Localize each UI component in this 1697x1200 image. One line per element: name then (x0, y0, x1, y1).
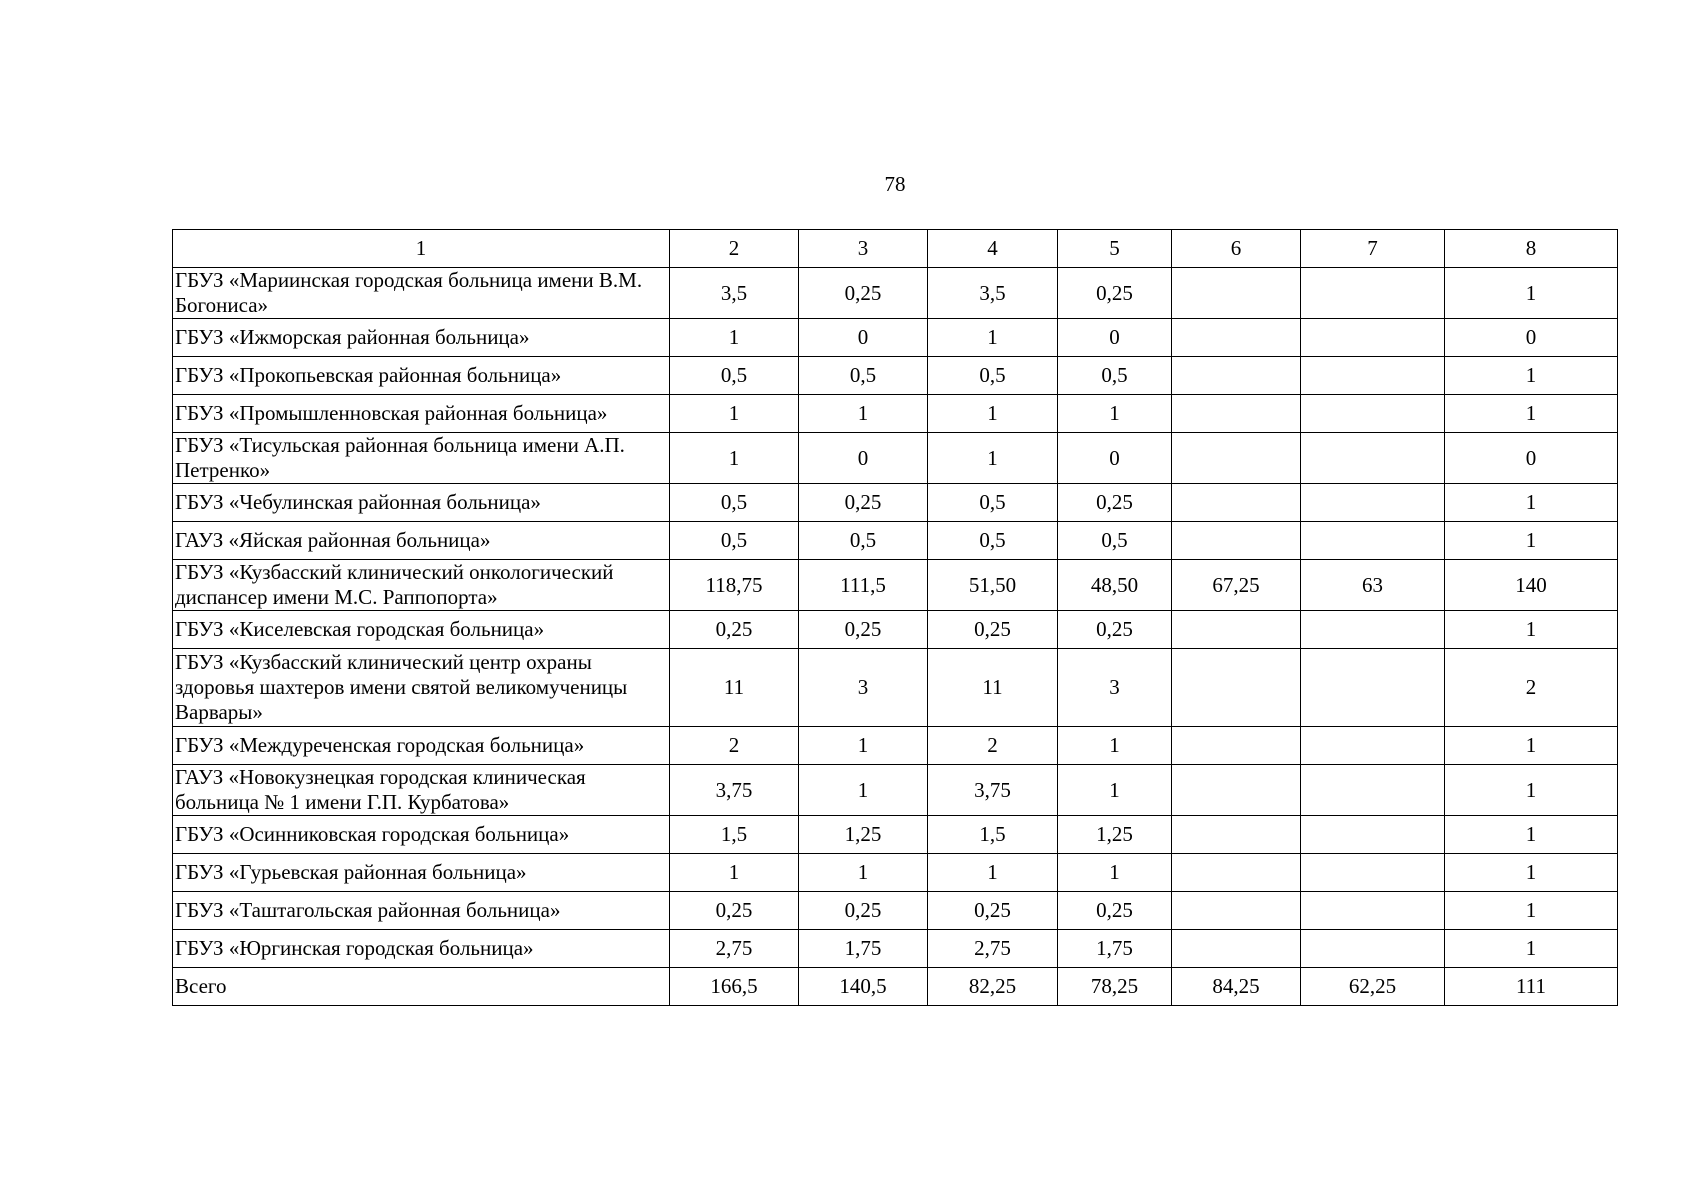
value-cell: 1,25 (1058, 816, 1172, 854)
value-cell: 1 (1445, 727, 1618, 765)
table-header-row (173, 230, 1618, 268)
value-cell (1172, 357, 1301, 395)
value-cell (1172, 268, 1301, 319)
value-cell: 3,75 (670, 765, 799, 816)
value-cell: 1 (1445, 268, 1618, 319)
header-cell: 4 (928, 230, 1058, 268)
value-cell: 166,5 (670, 968, 799, 1006)
value-cell: 2 (928, 727, 1058, 765)
table-row (173, 892, 1618, 930)
value-cell: 1 (928, 854, 1058, 892)
table-row (173, 930, 1618, 968)
value-cell: 0,5 (928, 484, 1058, 522)
value-cell (1172, 484, 1301, 522)
institution-name-cell: ГАУЗ «Яйская районная больница» (173, 522, 670, 560)
value-cell: 111,5 (799, 560, 928, 611)
value-cell: 0,25 (928, 611, 1058, 649)
institution-name-cell: ГБУЗ «Гурьевская районная больница» (173, 854, 670, 892)
value-cell: 0,5 (670, 522, 799, 560)
value-cell: 1 (799, 854, 928, 892)
value-cell: 0,5 (1058, 522, 1172, 560)
institution-name-cell: ГБУЗ «Прокопьевская районная больница» (173, 357, 670, 395)
table-row (173, 319, 1618, 357)
value-cell: 0,5 (799, 357, 928, 395)
value-cell: 1 (1445, 816, 1618, 854)
value-cell: 1 (670, 319, 799, 357)
value-cell: 1 (1058, 854, 1172, 892)
value-cell: 118,75 (670, 560, 799, 611)
value-cell: 1 (670, 854, 799, 892)
header-cell: 2 (670, 230, 799, 268)
value-cell: 3,5 (670, 268, 799, 319)
value-cell: 2 (1445, 649, 1618, 727)
value-cell: 1 (670, 395, 799, 433)
value-cell: 0 (1058, 433, 1172, 484)
institution-name-cell: ГБУЗ «Промышленновская районная больница» (173, 395, 670, 433)
value-cell: 0,5 (1058, 357, 1172, 395)
value-cell: 0,25 (1058, 484, 1172, 522)
value-cell: 0,25 (1058, 268, 1172, 319)
value-cell: 1,75 (1058, 930, 1172, 968)
institution-name-cell: ГБУЗ «Кузбасский клинический центр охраны здоровья шахтеров имени святой великомученицы Варвары» (173, 649, 670, 727)
value-cell: 0 (799, 319, 928, 357)
value-cell (1301, 611, 1445, 649)
value-cell: 1 (1058, 727, 1172, 765)
value-cell: 0 (1445, 319, 1618, 357)
table-row (173, 727, 1618, 765)
value-cell: 84,25 (1172, 968, 1301, 1006)
value-cell: 111 (1445, 968, 1618, 1006)
value-cell: 1 (670, 433, 799, 484)
value-cell: 1 (1445, 484, 1618, 522)
value-cell (1172, 765, 1301, 816)
table-row (173, 268, 1618, 319)
value-cell (1301, 395, 1445, 433)
value-cell: 0,5 (670, 484, 799, 522)
value-cell: 0,5 (799, 522, 928, 560)
value-cell (1301, 930, 1445, 968)
data-table (172, 229, 1618, 1006)
value-cell (1301, 649, 1445, 727)
value-cell (1172, 816, 1301, 854)
value-cell: 0 (799, 433, 928, 484)
institution-name-cell: ГБУЗ «Таштагольская районная больница» (173, 892, 670, 930)
institution-name-cell: ГБУЗ «Осинниковская городская больница» (173, 816, 670, 854)
value-cell: 1,5 (928, 816, 1058, 854)
value-cell: 1 (799, 765, 928, 816)
value-cell: 1 (1445, 854, 1618, 892)
institution-name-cell: ГБУЗ «Ижморская районная больница» (173, 319, 670, 357)
value-cell (1172, 930, 1301, 968)
table-row (173, 395, 1618, 433)
value-cell (1172, 649, 1301, 727)
value-cell: 1 (1058, 765, 1172, 816)
table-row (173, 560, 1618, 611)
value-cell: 3,75 (928, 765, 1058, 816)
header-cell: 8 (1445, 230, 1618, 268)
value-cell (1172, 395, 1301, 433)
value-cell: 3 (799, 649, 928, 727)
value-cell: 1 (928, 395, 1058, 433)
value-cell: 63 (1301, 560, 1445, 611)
table-row (173, 649, 1618, 727)
value-cell: 3,5 (928, 268, 1058, 319)
value-cell: 2 (670, 727, 799, 765)
value-cell: 1,5 (670, 816, 799, 854)
value-cell: 140 (1445, 560, 1618, 611)
value-cell: 1,25 (799, 816, 928, 854)
table-body (173, 230, 1618, 1006)
table-row (173, 765, 1618, 816)
value-cell: 1 (1445, 611, 1618, 649)
table-row (173, 854, 1618, 892)
value-cell (1301, 816, 1445, 854)
header-cell: 7 (1301, 230, 1445, 268)
value-cell: 1 (1445, 930, 1618, 968)
value-cell (1301, 319, 1445, 357)
value-cell: 1 (799, 395, 928, 433)
value-cell (1301, 892, 1445, 930)
value-cell: 0,25 (799, 892, 928, 930)
value-cell: 0,25 (799, 484, 928, 522)
value-cell (1172, 433, 1301, 484)
institution-name-cell: ГБУЗ «Киселевская городская больница» (173, 611, 670, 649)
table-row (173, 816, 1618, 854)
table-row (173, 522, 1618, 560)
value-cell: 1 (1445, 892, 1618, 930)
value-cell (1301, 484, 1445, 522)
institution-name-cell: ГБУЗ «Тисульская районная больница имени А.П. Петренко» (173, 433, 670, 484)
value-cell: 1,75 (799, 930, 928, 968)
value-cell (1301, 268, 1445, 319)
institution-name-cell: ГБУЗ «Мариинская городская больница имени В.М. Богониса» (173, 268, 670, 319)
table-row (173, 433, 1618, 484)
value-cell: 2,75 (670, 930, 799, 968)
table-row (173, 484, 1618, 522)
value-cell: 0,25 (670, 611, 799, 649)
value-cell: 1 (1445, 765, 1618, 816)
value-cell: 1 (1445, 395, 1618, 433)
institution-name-cell: ГБУЗ «Чебулинская районная больница» (173, 484, 670, 522)
institution-name-cell: ГБУЗ «Юргинская городская больница» (173, 930, 670, 968)
value-cell: 0,25 (928, 892, 1058, 930)
value-cell: 0,25 (799, 611, 928, 649)
institution-name-cell: ГАУЗ «Новокузнецкая городская клиническая больница № 1 имени Г.П. Курбатова» (173, 765, 670, 816)
value-cell: 140,5 (799, 968, 928, 1006)
value-cell: 1 (1058, 395, 1172, 433)
value-cell: 1 (799, 727, 928, 765)
header-cell: 6 (1172, 230, 1301, 268)
value-cell (1172, 522, 1301, 560)
value-cell (1301, 854, 1445, 892)
value-cell: 1 (1445, 357, 1618, 395)
value-cell: 0,5 (928, 357, 1058, 395)
header-cell: 5 (1058, 230, 1172, 268)
value-cell: 62,25 (1301, 968, 1445, 1006)
value-cell (1172, 892, 1301, 930)
value-cell (1301, 433, 1445, 484)
value-cell (1301, 357, 1445, 395)
header-cell: 1 (173, 230, 670, 268)
table-row (173, 357, 1618, 395)
table-row (173, 611, 1618, 649)
institution-name-cell: ГБУЗ «Кузбасский клинический онкологический диспансер имени М.С. Раппопорта» (173, 560, 670, 611)
value-cell: 2,75 (928, 930, 1058, 968)
value-cell: 0,25 (1058, 611, 1172, 649)
value-cell: 0,5 (928, 522, 1058, 560)
value-cell (1301, 522, 1445, 560)
value-cell: 0,5 (670, 357, 799, 395)
page-number: 78 (884, 172, 906, 196)
total-row (173, 968, 1618, 1006)
value-cell (1172, 854, 1301, 892)
institution-name-cell: ГБУЗ «Междуреченская городская больница» (173, 727, 670, 765)
institution-name-cell: Всего (173, 968, 670, 1006)
value-cell: 1 (928, 319, 1058, 357)
value-cell (1301, 765, 1445, 816)
value-cell: 11 (928, 649, 1058, 727)
value-cell: 82,25 (928, 968, 1058, 1006)
value-cell: 1 (928, 433, 1058, 484)
value-cell (1301, 727, 1445, 765)
value-cell: 1 (1445, 522, 1618, 560)
header-cell: 3 (799, 230, 928, 268)
value-cell: 67,25 (1172, 560, 1301, 611)
value-cell: 51,50 (928, 560, 1058, 611)
value-cell: 78,25 (1058, 968, 1172, 1006)
value-cell: 0,25 (1058, 892, 1172, 930)
value-cell: 3 (1058, 649, 1172, 727)
value-cell: 0 (1445, 433, 1618, 484)
value-cell: 11 (670, 649, 799, 727)
value-cell: 0,25 (799, 268, 928, 319)
value-cell: 0,25 (670, 892, 799, 930)
value-cell: 0 (1058, 319, 1172, 357)
value-cell (1172, 611, 1301, 649)
value-cell (1172, 727, 1301, 765)
value-cell: 48,50 (1058, 560, 1172, 611)
value-cell (1172, 319, 1301, 357)
